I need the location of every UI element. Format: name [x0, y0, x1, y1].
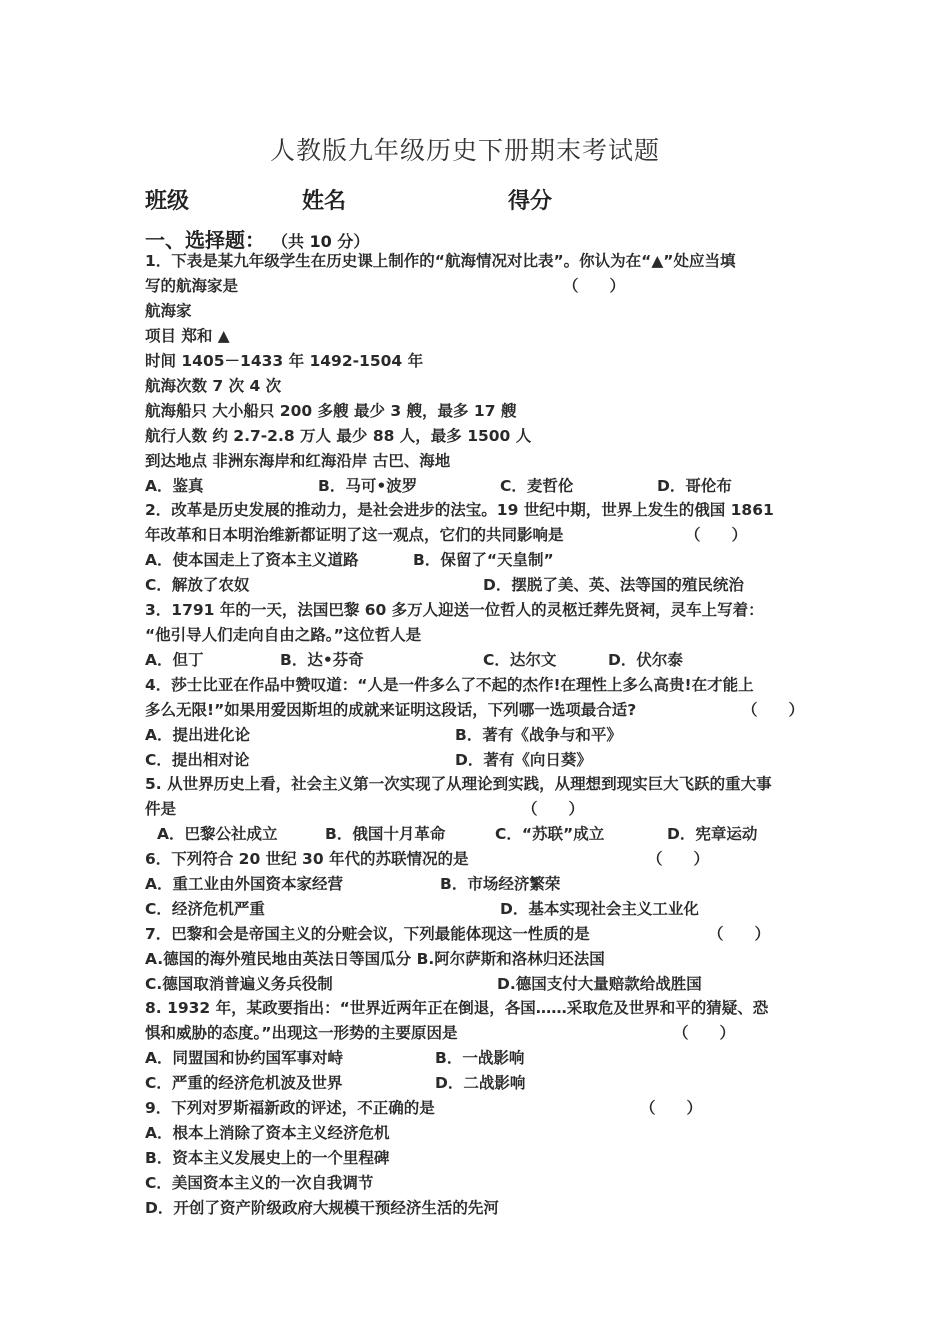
section-heading — [145, 224, 369, 253]
table-line-time: 时间 1405－1433 年 1492-1504 年 — [145, 352, 424, 370]
answer-blank-1: （ ） — [563, 277, 626, 295]
option-q5-a: A．巴黎公社成立 — [157, 825, 278, 843]
option-q8-c: C．严重的经济危机波及世界 — [145, 1074, 343, 1092]
answer-blank-6: （ ） — [647, 850, 710, 868]
option-q2-d: D．摆脱了美、英、法等国的殖民统治 — [483, 576, 744, 594]
option-q4-c: C．提出相对论 — [145, 751, 250, 769]
table-line-item: 项目 郑和 ▲ — [145, 327, 230, 345]
option-q9-a: A．根本上消除了资本主义经济危机 — [145, 1124, 390, 1142]
question-4-line-2: 多么无限!”如果用爱因斯坦的成就来证明这段话，下列哪一选项最合适? — [145, 701, 637, 719]
option-q1-b: B．马可•波罗 — [318, 477, 418, 495]
option-q4-b: B．著有《战争与和平》 — [455, 726, 622, 744]
option-q6-d: D．基本实现社会主义工业化 — [500, 900, 699, 918]
question-3-line-1: 3．1791 年的一天，法国巴黎 60 多万人迎送一位哲人的灵柩迁葬先贤祠，灵车上写着： — [145, 601, 764, 619]
exam-title: 人教版九年级历史下册期末考试题 — [269, 136, 660, 165]
question-2-line-2: 年改革和日本明治维新都证明了这一观点，它们的共同影响是 — [145, 526, 564, 544]
answer-blank-8: （ ） — [673, 1024, 736, 1042]
option-q8-d: D．二战影响 — [435, 1074, 526, 1092]
option-q9-d: D．开创了资产阶级政府大规模干预经济生活的先河 — [145, 1199, 499, 1217]
option-q1-a: A．鉴真 — [145, 477, 204, 495]
question-2-line-1: 2．改革是历史发展的推动力，是社会进步的法宝。19 世纪中期，世界上发生的俄国 1861 — [145, 501, 774, 519]
option-q1-c: C．麦哲伦 — [500, 477, 574, 495]
question-1-line-1: 1．下表是某九年级学生在历史课上制作的“航海情况对比表”。你认为在“▲”处应当填 — [145, 252, 736, 270]
table-line-crew: 航行人数 约 2.7-2.8 万人 最少 88 人，最多 1500 人 — [145, 427, 532, 445]
question-5-line-1: 5. 从世界历史上看，社会主义第一次实现了从理论到实践，从理想到现实巨大飞跃的重大事 — [145, 775, 772, 793]
table-line-ships: 航海船只 大小船只 200 多艘 最少 3 艘，最多 17 艘 — [145, 402, 517, 420]
option-q7-c: C.德国取消普遍义务兵役制 — [145, 975, 333, 993]
name-label: 姓名 — [302, 189, 347, 214]
question-8-line-2: 惧和威胁的态度。”出现这一形势的主要原因是 — [145, 1024, 458, 1042]
question-1-line-2: 写的航海家是 — [145, 277, 239, 295]
question-6-line-1: 6．下列符合 20 世纪 30 年代的苏联情况的是 — [145, 850, 469, 868]
class-label: 班级 — [145, 189, 190, 214]
option-q6-c: C．经济危机严重 — [145, 900, 265, 918]
table-line-voyages: 航海次数 7 次 4 次 — [145, 377, 282, 395]
option-q3-b: B．达•芬奇 — [280, 651, 364, 669]
question-5-line-2: 件是 — [145, 800, 177, 818]
option-q5-c: C．“苏联”成立 — [495, 825, 605, 843]
table-line-header: 航海家 — [145, 302, 192, 320]
answer-blank-5: （ ） — [522, 800, 585, 818]
option-q2-c: C．解放了农奴 — [145, 576, 250, 594]
option-q9-b: B．资本主义发展史上的一个里程碑 — [145, 1149, 390, 1167]
option-q4-d: D．著有《向日葵》 — [455, 751, 592, 769]
score-label: 得分 — [508, 189, 553, 214]
option-q3-a: A．但丁 — [145, 651, 204, 669]
question-4-line-1: 4．莎士比亚在作品中赞叹道：“人是一件多么了不起的杰作!在理性上多么高贵!在才能上 — [145, 676, 754, 694]
question-8-line-1: 8. 1932 年，某政要指出：“世界近两年正在倒退，各国……采取危及世界和平的猜疑、恐 — [145, 999, 769, 1017]
option-q3-d: D．伏尔泰 — [608, 651, 683, 669]
question-9-line-1: 9．下列对罗斯福新政的评述，不正确的是 — [145, 1099, 435, 1117]
option-q5-d: D．宪章运动 — [667, 825, 758, 843]
answer-blank-7: （ ） — [708, 925, 771, 943]
answer-blank-9: （ ） — [640, 1099, 703, 1117]
answer-blank-2: （ ） — [685, 526, 748, 544]
option-q3-c: C．达尔文 — [483, 651, 557, 669]
option-q1-d: D．哥伦布 — [657, 477, 732, 495]
option-q2-a: A．使本国走上了资本主义道路 — [145, 551, 359, 569]
option-q4-a: A．提出进化论 — [145, 726, 250, 744]
option-q6-b: B．市场经济繁荣 — [440, 875, 561, 893]
question-3-line-2: “他引导人们走向自由之路。”这位哲人是 — [145, 626, 422, 644]
option-q6-a: A．重工业由外国资本家经营 — [145, 875, 343, 893]
option-q8-b: B．一战影响 — [435, 1049, 525, 1067]
option-q9-c: C．美国资本主义的一次自我调节 — [145, 1174, 374, 1192]
option-q2-b: B．保留了“天皇制” — [413, 551, 554, 569]
answer-blank-4: （ ） — [742, 701, 805, 719]
option-q5-b: B．俄国十月革命 — [325, 825, 446, 843]
section-title: 一、选择题： — [145, 228, 265, 252]
option-q7-d: D.德国支付大量赔款给战胜国 — [497, 975, 702, 993]
table-line-destination: 到达地点 非洲东海岸和红海沿岸 古巴、海地 — [145, 452, 451, 470]
section-score-note: （共 10 分） — [271, 232, 370, 251]
option-q7-ab: A.德国的海外殖民地由英法日等国瓜分 B.阿尔萨斯和洛林归还法国 — [145, 950, 605, 968]
question-7-line-1: 7．巴黎和会是帝国主义的分赃会议，下列最能体现这一性质的是 — [145, 925, 590, 943]
option-q8-a: A．同盟国和协约国军事对峙 — [145, 1049, 343, 1067]
